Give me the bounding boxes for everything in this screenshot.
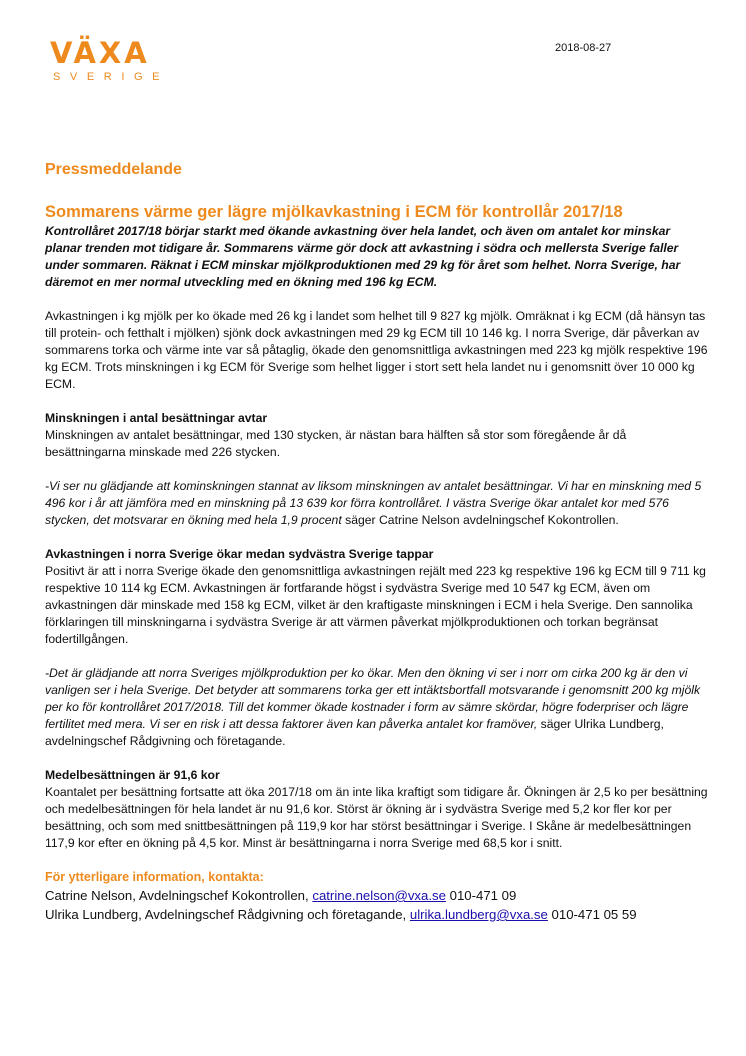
quote-1 [45, 478, 710, 529]
quote-2 [45, 665, 710, 750]
quote-2-text: -Det är glädjande att norra Sveriges mjölkproduktion per ko ökar. Men den ökning vi ser i norr om cirka 200 kg är den vi vanligen ser i hela Sverige. Det betyder att sommarens torka ger ett intäktsbortfall motsvarande i genomsnitt 200 kg mjölk per ko för kontrollåret 2017/2018. Till det kommer ökade kostnader i form av sämre skördar, högre foderpriser och lägre fertilitet med mera. Vi ser en risk i att dessa faktorer även kan påverka antalet kor framöver, [45, 666, 701, 731]
contact-1-phone: 010-471 09 [445, 888, 517, 903]
subheading-2: Avkastningen i norra Sverige ökar medan sydvästra Sverige tappar [45, 547, 434, 561]
document-date: 2018-08-27 [555, 42, 612, 54]
contact-1-name: Catrine Nelson, Avdelningschef Kokontrollen, [45, 888, 313, 903]
paragraph-3: Positivt är att i norra Sverige ökade den genomsnittliga avkastningen rejält med 223 kg respektive 196 kg ECM till 9 711 kg respektive 10 114 kg ECM. Avkastningen är fortfarande högst i sydvästra Sverige med 10 547 kg ECM, även om avkastningen där minskade med 158 kg ECM, vilket är den kraftigaste minskningen i ECM i hela Sverige. Den sannolika förklaringen till minskningarna i sydvästra Sverige är att värmen påverkat mjölkproduktionen och torkan begränsat fodertillgången. [45, 564, 706, 646]
lead-paragraph: Kontrollåret 2017/18 börjar starkt med ökande avkastning över hela landet, och även om antalet kor minskar planar trenden mot tidigare år. Sommarens värme gör dock att avkastning i södra och mellersta Sverige faller under sommaren. Räknat i ECM minskar mjölkproduktionen med 29 kg för året som helhet. Norra Sverige, har däremot en mer normal utveckling med en ökning med 196 kg ECM. [45, 224, 681, 289]
paragraph-4: Koantalet per besättning fortsatte att öka 2017/18 om än inte lika kraftigt som tidigare år. Ökningen är 2,5 ko per besättning och medelbesättningen för hela landet är nu 91,6 kor. Störst är ökning är i sydvästra Sverige med 5,2 kor fler kor per besättning, och som med snittbesättningen på 119,9 kor har störst besättningar i Sverige. I Skåne är medelbesättningen 117,9 kor efter en ökning på 4,5 kor. Minst är besättningarna i norra Sverige med 68,5 kor i snitt. [45, 785, 708, 850]
contact-title: För ytterligare information, kontakta: [45, 870, 264, 884]
logo-subtitle: SVERIGE [53, 71, 170, 83]
quote-1-attribution: säger Catrine Nelson avdelningschef Kokontrollen. [341, 513, 619, 527]
headline: Sommarens värme ger lägre mjölkavkastning i ECM för kontrollår 2017/18 [45, 203, 623, 221]
paragraph-1: Avkastningen i kg mjölk per ko ökade med 26 kg i landet som helhet till 9 827 kg mjölk. Omräknat i kg ECM (då hänsyn tas till protein- och fetthalt i mjölken) sjönk dock avkastningen med 29 kg ECM till 10 146 kg. I norra Sverige, där påverkan av sommarens torka och värme inte var så påtaglig, ökade den genomsnittliga avkastningen med 223 kg mjölk respektive 196 kg ECM. Trots minskningen i kg ECM för Sverige som helhet ligger i stort sett hela landet nu i genomsnitt över 10 000 kg ECM. [45, 309, 708, 391]
contact-1-email-link[interactable]: catrine.nelson@vxa.se [312, 888, 446, 903]
contact-2-name: Ulrika Lundberg, Avdelningschef Rådgivning och företagande, [45, 907, 410, 922]
subheading-3: Medelbesättningen är 91,6 kor [45, 768, 220, 782]
article-body [45, 223, 710, 924]
contact-line-1 [45, 886, 710, 905]
contact-line-2 [45, 905, 710, 924]
quote-2-attribution: säger Ulrika Lundberg, avdelningschef Rådgivning och företagande. [45, 717, 664, 748]
paragraph-2: Minskningen av antalet besättningar, med 130 stycken, är nästan bara hälften så stor som föregående år då besättningarna minskade med 226 stycken. [45, 428, 627, 459]
contact-2-email-link[interactable]: ulrika.lundberg@vxa.se [409, 907, 548, 922]
logo-wordmark: VÄXA [50, 36, 150, 70]
vaxa-logo [50, 36, 170, 86]
subheading-1: Minskningen i antal besättningar avtar [45, 411, 268, 425]
section-label: Pressmeddelande [45, 161, 182, 178]
contact-2-phone: 010-471 05 59 [547, 907, 637, 922]
quote-1-text: -Vi ser nu glädjande att kominskningen stannat av liksom minskningen av antalet besättningar. Vi har en minskning med 5 496 kor i år att jämföra med en minskning på 13 639 kor förra kontrollåret. I västra Sverige ökar antalet kor med 576 stycken, det motsvarar en ökning med hela 1,9 procent [45, 479, 702, 527]
